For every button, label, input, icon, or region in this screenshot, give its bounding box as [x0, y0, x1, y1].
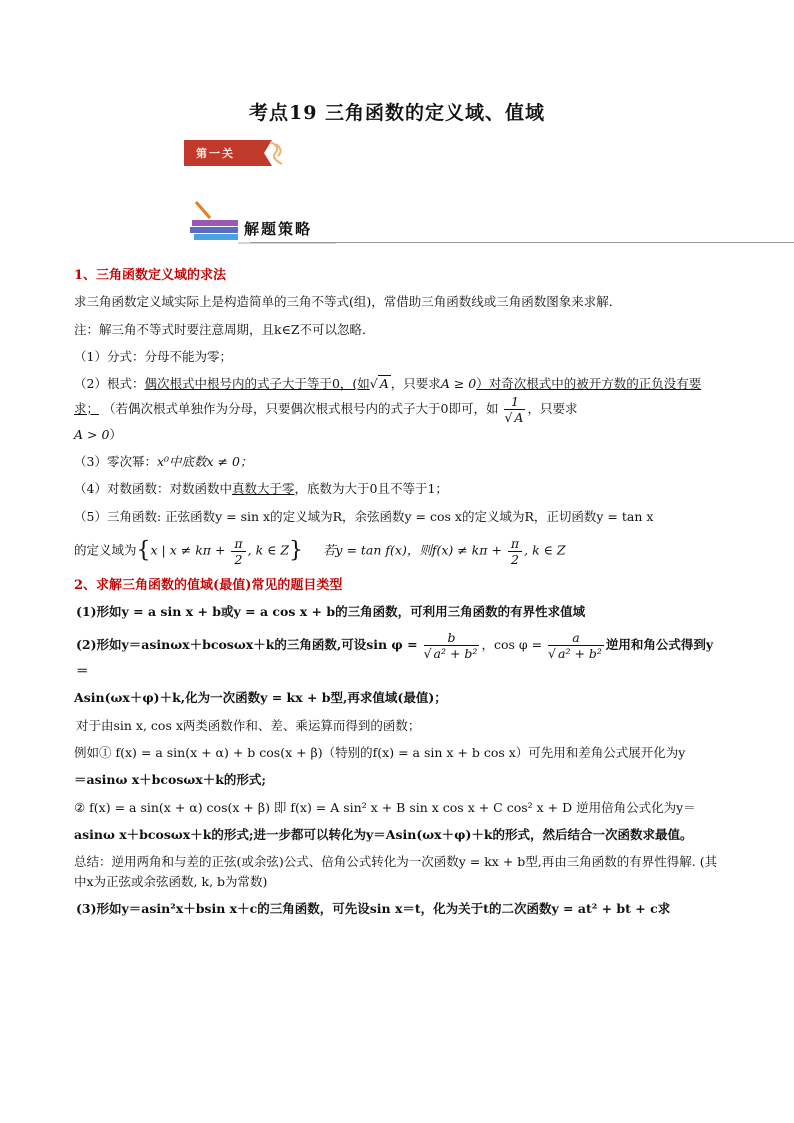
section-banner — [184, 138, 296, 168]
item-trig-domain: 的定义域为{x | x ≠ kπ + $\frac{\pi}{2}$ , k ∈ Z} 若y = tan f(x)，则f(x) ≠ kπ + $\frac{\pi}{2}$ , k ∈ Z — [74, 535, 566, 567]
item-log: （4）对数函数：对数函数中真数大于零，底数为大于0且不等于1； — [74, 481, 448, 497]
strategy-header — [188, 198, 338, 244]
strategy-label: 解题策略 — [244, 220, 313, 238]
item-trig: （5）三角函数: 正弦函数y = sin x的定义域为R，余弦函数y = cos x的定义域为R，正切函数y = tan x — [74, 508, 654, 524]
banner-label: 第一关 — [196, 147, 235, 160]
page-title: 考点19 三角函数的定义域、值域 — [248, 102, 546, 124]
example1: 例如① f(x) = a sin(x + α) + b cos(x + β)（特别的f(x) = a sin x + b cos x）可先用和差角公式展开化为y — [74, 744, 686, 760]
item-zero-power: （3）零次幂：x⁰中底数x ≠ 0； — [74, 454, 253, 470]
section2-heading: 2、求解三角函数的值域(最值)常见的题目类型 — [74, 578, 343, 594]
document-body — [74, 262, 724, 927]
header-rule — [250, 242, 794, 243]
type2: (2)形如y＝asinωx＋bcosωx＋k的三角函数,可设sin φ = $\frac{b}{\text{√ a² + b²}}$ ，cos φ = $\frac{a}{\text{√ a² + b²}}$ 逆用和角公式得到y＝ — [76, 629, 714, 678]
section1-note: 注：解三角不等式时要注意周期，且k∈Z不可以忽略． — [74, 321, 375, 337]
section1-intro: 求三角函数定义域实际上是构造简单的三角不等式(组)，常借助三角函数线或三角函数图象来求解． — [74, 294, 622, 310]
item-radical: （2）根式：偶次根式中根号内的式子大于等于0，(如√ A ，只要求A ≥ 0）对奇次根式中的被开方数的正负没有要求； （若偶次根式单独作为分母，只要偶次根式根号内的式子大于0即可，如 $\frac{1}{√ A}$ ，只要求 A > 0） — [74, 376, 702, 442]
section1-heading: 1、三角函数定义域的求法 — [74, 268, 227, 283]
item-fraction: （1）分式：分母不能为零； — [74, 348, 232, 364]
summary: 总结：逆用两角和与差的正弦(或余弦)公式、倍角公式转化为一次函数y = kx + b型,再由三角函数的有界性得解. (其中x为正弦或余弦函数, k, b为常数) — [74, 854, 718, 889]
type1: (1)形如y = a sin x + b或y = a cos x + b的三角函数，可利用三角函数的有界性求值域 — [76, 604, 586, 620]
type2-cont: Asin(ωx＋φ)＋k,化为一次函数y = kx + b型,再求值域(最值)； — [74, 690, 447, 706]
example2-cont: asinω x＋bcosωx＋k的形式;进一步都可以转化为y＝Asin(ωx＋φ)＋k的形式，然后结合一次函数求最值。 — [74, 827, 693, 842]
type2-note: 对于由sin x, cos x两类函数作和、差、乘运算而得到的函数； — [76, 717, 421, 733]
example2: ② f(x) = a sin(x + α) cos(x + β) 即 f(x) = A sin² x + B sin x cos x + C cos² x + D 逆用倍角公式化为y＝ — [74, 799, 696, 815]
example1-cont: ＝asinω x＋bcosωx＋k的形式; — [74, 772, 267, 788]
frac-one-over-sqrtA: $\frac{1}{√ A}$ — [504, 393, 524, 425]
type3: (3)形如y＝asin²x＋bsin x＋c的三角函数，可先设sin x＝t，化为关于t的二次函数y = at² + bt + c求 — [76, 901, 671, 917]
